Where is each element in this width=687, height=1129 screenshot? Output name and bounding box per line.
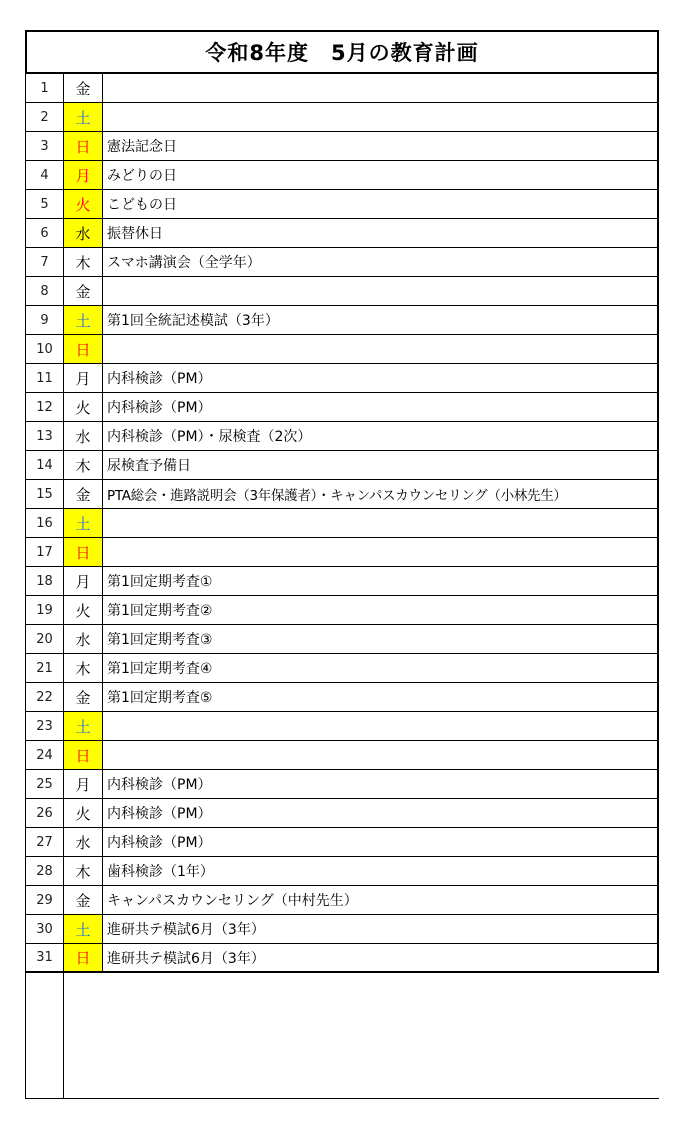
table-row <box>25 509 659 538</box>
table-row <box>25 596 659 625</box>
blank-notes-cell <box>63 973 659 1098</box>
day-number: 10 <box>25 335 63 363</box>
weekday-label: 木 <box>63 857 102 885</box>
weekday-label: 木 <box>63 451 102 479</box>
weekday-label: 日 <box>63 944 102 971</box>
table-row <box>25 364 659 393</box>
day-number: 29 <box>25 886 63 914</box>
weekday-label: 木 <box>63 654 102 682</box>
event-text: 内科検診（PM） <box>102 364 659 392</box>
page-title: 令和8年度 5月の教育計画 <box>25 30 659 74</box>
event-text: 進研共テ模試6月（3年） <box>102 944 659 971</box>
day-number: 4 <box>25 161 63 189</box>
day-number: 13 <box>25 422 63 450</box>
weekday-label: 水 <box>63 828 102 856</box>
weekday-label: 火 <box>63 596 102 624</box>
weekday-label: 土 <box>63 915 102 943</box>
weekday-label: 日 <box>63 335 102 363</box>
table-row <box>25 161 659 190</box>
table-row <box>25 654 659 683</box>
table-row <box>25 915 659 944</box>
event-text: 第1回定期考査③ <box>102 625 659 653</box>
day-number: 8 <box>25 277 63 305</box>
table-row <box>25 538 659 567</box>
table-row <box>25 712 659 741</box>
day-number: 7 <box>25 248 63 276</box>
day-number: 2 <box>25 103 63 131</box>
event-text <box>102 538 659 566</box>
weekday-label: 金 <box>63 480 102 508</box>
day-number: 26 <box>25 799 63 827</box>
table-row <box>25 190 659 219</box>
day-number: 5 <box>25 190 63 218</box>
event-text: 第1回定期考査④ <box>102 654 659 682</box>
day-number: 9 <box>25 306 63 334</box>
event-text <box>102 741 659 769</box>
table-row <box>25 103 659 132</box>
event-text <box>102 712 659 740</box>
day-number: 27 <box>25 828 63 856</box>
event-text: 内科検診（PM） <box>102 828 659 856</box>
event-text: 第1回定期考査⑤ <box>102 683 659 711</box>
event-text: みどりの日 <box>102 161 659 189</box>
event-text <box>102 74 659 102</box>
calendar-sheet <box>25 30 659 1099</box>
day-number: 14 <box>25 451 63 479</box>
event-text <box>102 103 659 131</box>
weekday-label: 土 <box>63 712 102 740</box>
table-row <box>25 567 659 596</box>
weekday-label: 火 <box>63 190 102 218</box>
table-row <box>25 741 659 770</box>
event-text: 第1回定期考査① <box>102 567 659 595</box>
event-text: PTA総会・進路説明会（3年保護者）・キャンパスカウンセリング（小林先生） <box>102 480 659 508</box>
day-number: 20 <box>25 625 63 653</box>
day-number: 22 <box>25 683 63 711</box>
day-number: 18 <box>25 567 63 595</box>
weekday-label: 金 <box>63 74 102 102</box>
weekday-label: 日 <box>63 538 102 566</box>
day-number: 31 <box>25 944 63 971</box>
day-number: 1 <box>25 74 63 102</box>
event-text: こどもの日 <box>102 190 659 218</box>
weekday-label: 月 <box>63 770 102 798</box>
day-number: 15 <box>25 480 63 508</box>
day-number: 25 <box>25 770 63 798</box>
weekday-label: 火 <box>63 799 102 827</box>
table-row <box>25 857 659 886</box>
table-row <box>25 625 659 654</box>
table-row <box>25 393 659 422</box>
event-text: 憲法記念日 <box>102 132 659 160</box>
table-row <box>25 451 659 480</box>
day-number: 3 <box>25 132 63 160</box>
event-text <box>102 509 659 537</box>
weekday-label: 土 <box>63 509 102 537</box>
table-row <box>25 683 659 712</box>
event-text: 進研共テ模試6月（3年） <box>102 915 659 943</box>
weekday-label: 木 <box>63 248 102 276</box>
day-number: 21 <box>25 654 63 682</box>
weekday-label: 水 <box>63 219 102 247</box>
event-text: スマホ講演会（全学年） <box>102 248 659 276</box>
weekday-label: 水 <box>63 625 102 653</box>
day-number: 11 <box>25 364 63 392</box>
event-text: 第1回定期考査② <box>102 596 659 624</box>
event-text: 内科検診（PM）・尿検査（2次） <box>102 422 659 450</box>
weekday-label: 月 <box>63 364 102 392</box>
event-text: 振替休日 <box>102 219 659 247</box>
day-number: 16 <box>25 509 63 537</box>
weekday-label: 月 <box>63 567 102 595</box>
table-row <box>25 219 659 248</box>
event-text: 歯科検診（1年） <box>102 857 659 885</box>
table-row <box>25 74 659 103</box>
day-number: 12 <box>25 393 63 421</box>
day-number: 30 <box>25 915 63 943</box>
weekday-label: 金 <box>63 683 102 711</box>
table-row <box>25 248 659 277</box>
event-text: 第1回全統記述模試（3年） <box>102 306 659 334</box>
day-number: 28 <box>25 857 63 885</box>
table-row <box>25 770 659 799</box>
weekday-label: 金 <box>63 277 102 305</box>
table-row <box>25 799 659 828</box>
event-text: 内科検診（PM） <box>102 770 659 798</box>
day-number: 17 <box>25 538 63 566</box>
weekday-label: 日 <box>63 741 102 769</box>
event-text: 内科検診（PM） <box>102 799 659 827</box>
table-row <box>25 480 659 509</box>
event-text: 尿検査予備日 <box>102 451 659 479</box>
day-number: 23 <box>25 712 63 740</box>
weekday-label: 土 <box>63 103 102 131</box>
event-text: キャンパスカウンセリング（中村先生） <box>102 886 659 914</box>
day-number: 19 <box>25 596 63 624</box>
weekday-label: 日 <box>63 132 102 160</box>
weekday-label: 金 <box>63 886 102 914</box>
weekday-label: 土 <box>63 306 102 334</box>
table-row <box>25 422 659 451</box>
day-number: 6 <box>25 219 63 247</box>
table-row <box>25 335 659 364</box>
table-row <box>25 828 659 857</box>
table-row <box>25 306 659 335</box>
blank-day-cell <box>25 973 63 1098</box>
weekday-label: 月 <box>63 161 102 189</box>
blank-footer-area <box>25 973 659 1099</box>
table-row <box>25 944 659 973</box>
table-row <box>25 886 659 915</box>
event-text: 内科検診（PM） <box>102 393 659 421</box>
day-number: 24 <box>25 741 63 769</box>
event-text <box>102 335 659 363</box>
table-row <box>25 277 659 306</box>
weekday-label: 水 <box>63 422 102 450</box>
event-text <box>102 277 659 305</box>
weekday-label: 火 <box>63 393 102 421</box>
table-row <box>25 132 659 161</box>
schedule-table <box>25 74 659 973</box>
